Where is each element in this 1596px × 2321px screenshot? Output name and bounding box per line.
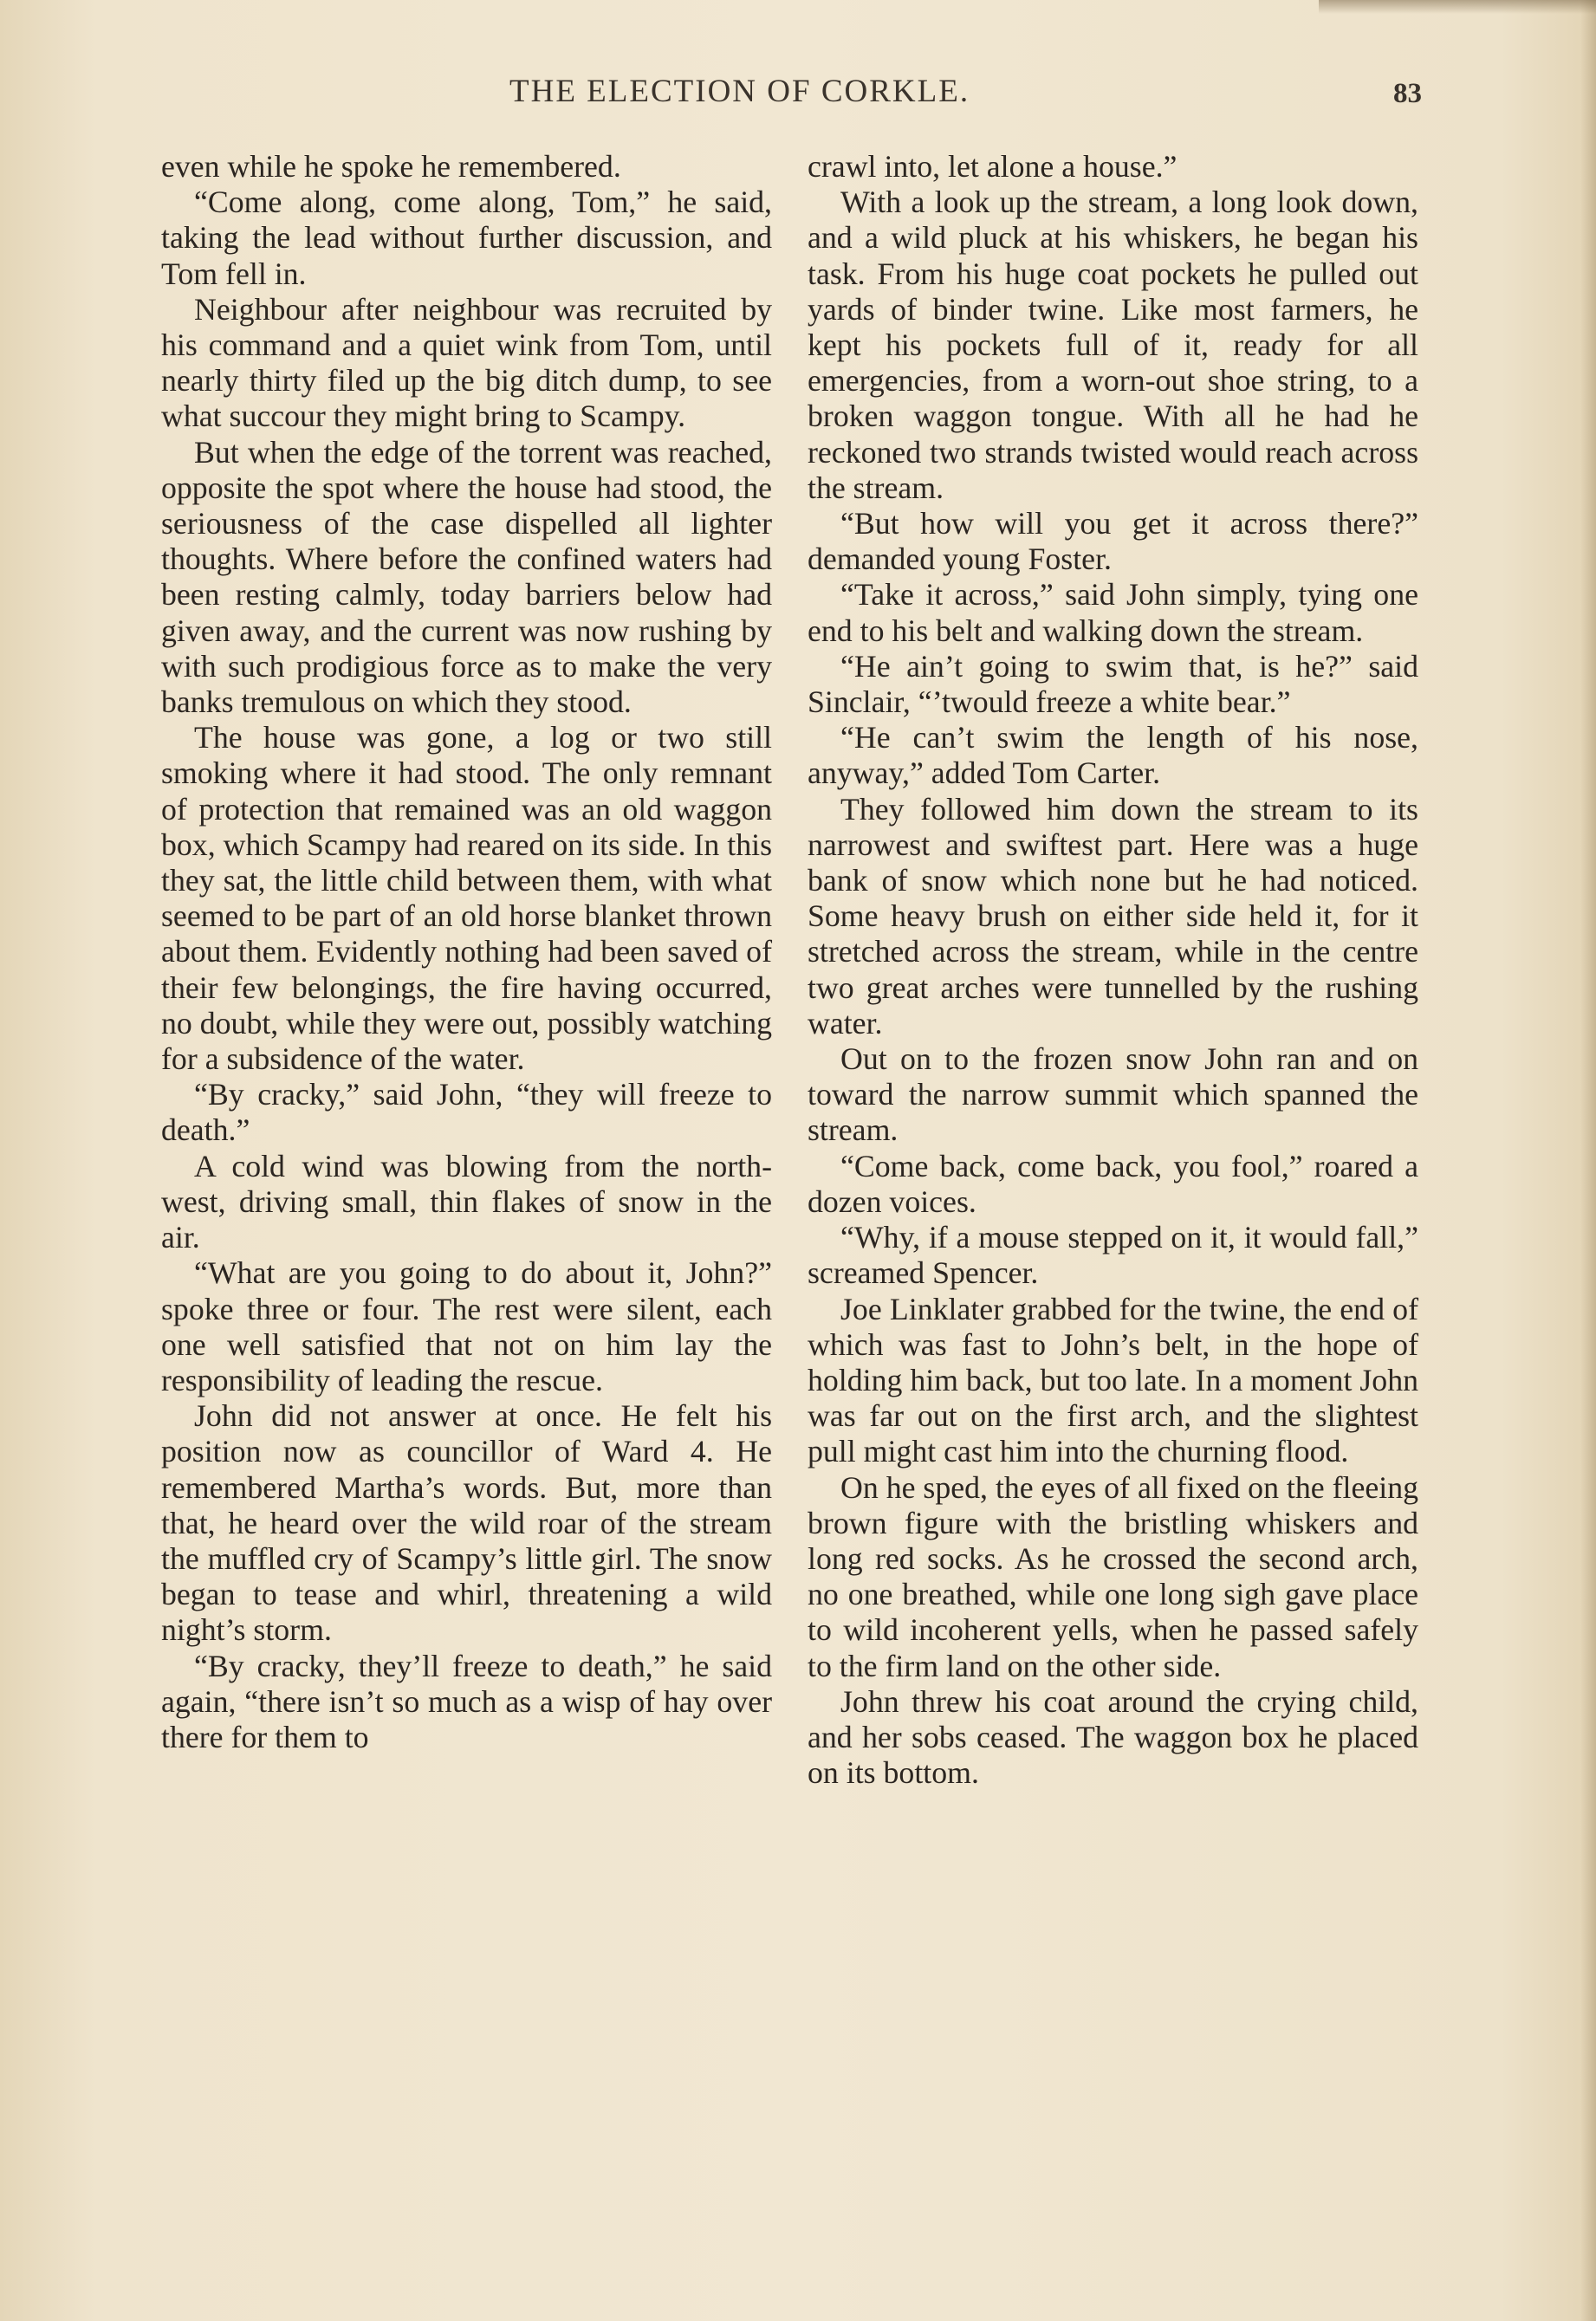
paragraph: On he sped, the eyes of all fixed on the fleeing brown figure with the bristling whiskers and long red socks. As he crossed the second arch, no one breathed, while one long sigh gave place to wild incoherent yells, when he passed safely to the firm land on the other side. xyxy=(808,1469,1418,1683)
paragraph: Joe Linklater grabbed for the twine, the end of which was fast to John’s belt, in the hope of holding him back, but too late. In a moment John was far out on the first arch, and the slightest pull might cast him into the churning flood. xyxy=(808,1291,1418,1469)
paragraph: “Come back, come back, you fool,” roared a dozen voices. xyxy=(808,1148,1418,1219)
paragraph: “But how will you get it across there?” demanded young Foster. xyxy=(808,506,1418,577)
text-column-right xyxy=(808,149,1418,1791)
paragraph: even while he spoke he remembered. xyxy=(161,149,621,184)
paragraph: With a look up the stream, a long look down, and a wild pluck at his whiskers, he began his task. From his huge coat pockets he pulled out yards of binder twine. Like most farmers, he kept his pockets full of it, ready for all emergencies, from a worn-out shoe string, to a broken waggon tongue. With all he had he reckoned two strands twisted would reach across the stream. xyxy=(808,185,1418,505)
paragraph: “He can’t swim the length of his nose, anyway,” added Tom Carter. xyxy=(808,720,1418,791)
paragraph: “By cracky,” said John, “they will freeze to death.” xyxy=(161,1077,772,1148)
page-header xyxy=(0,73,1596,116)
paragraph: They followed him down the stream to its narrowest and swiftest part. Here was a huge bank of snow which none but he had noticed. Some heavy brush on either side held it, for it stretched across the stream, while in the centre two great arches were tunnelled by the rushing water. xyxy=(808,791,1418,1041)
paragraph: “He ain’t going to swim that, is he?” said Sinclair, “’twould freeze a white bear.” xyxy=(808,648,1418,720)
paragraph: Out on to the frozen snow John ran and on toward the narrow summit which spanned the stream. xyxy=(808,1041,1418,1148)
paragraph: The house was gone, a log or two still smoking where it had stood. The only remnant of protection that remained was an old waggon box, which Scampy had reared on its side. In this they sat, the little child between them, with what seemed to be part of an old horse blanket thrown about them. Evidently nothing had been saved of their few belongings, the fire having occurred, no doubt, while they were out, possibly watching for a subsidence of the water. xyxy=(161,720,772,1077)
paragraph: A cold wind was blowing from the north-west, driving small, thin flakes of snow in the air. xyxy=(161,1148,772,1255)
paragraph: “By cracky, they’ll freeze to death,” he said again, “there isn’t so much as a wisp of hay over there for them to xyxy=(161,1648,772,1754)
paragraph: John threw his coat around the crying child, and her sobs ceased. The waggon box he placed on its bottom. xyxy=(808,1683,1418,1791)
paragraph: crawl into, let alone a house.” xyxy=(808,149,1178,184)
running-title: THE ELECTION OF CORKLE. xyxy=(509,74,970,109)
paragraph: “Come along, come along, Tom,” he said, taking the lead without further discussion, and Tom fell in. xyxy=(161,185,772,291)
paragraph: John did not answer at once. He felt his position now as councillor of Ward 4. He remembered Martha’s words. But, more than that, he heard over the wild roar of the stream the muffled cry of Scampy’s little girl. The snow began to tease and whirl, threatening a wild night’s storm. xyxy=(161,1398,772,1648)
paragraph: “What are you going to do about it, John?” spoke three or four. The rest were silent, each one well satisfied that not on him lay the responsibility of leading the rescue. xyxy=(161,1255,772,1397)
paragraph: But when the edge of the torrent was reached, opposite the spot where the house had stood, the seriousness of the case dispelled all lighter thoughts. Where before the confined waters had been resting calmly, today barriers below had given away, and the current was now rushing by with such prodigious force as to make the very banks tremulous on which they stood. xyxy=(161,434,772,720)
paragraph: “Take it across,” said John simply, tying one end to his belt and walking down the stream. xyxy=(808,577,1418,648)
paragraph: “Why, if a mouse stepped on it, it would fall,” screamed Spencer. xyxy=(808,1220,1418,1291)
page-edge-shadow xyxy=(1580,0,1596,2321)
text-column-left xyxy=(161,149,772,1755)
page-top-shadow xyxy=(1319,0,1596,14)
paragraph: Neighbour after neighbour was recruited by his command and a quiet wink from Tom, until nearly thirty filed up the big ditch dump, to see what succour they might bring to Scampy. xyxy=(161,291,772,434)
page-number: 83 xyxy=(1393,78,1422,109)
